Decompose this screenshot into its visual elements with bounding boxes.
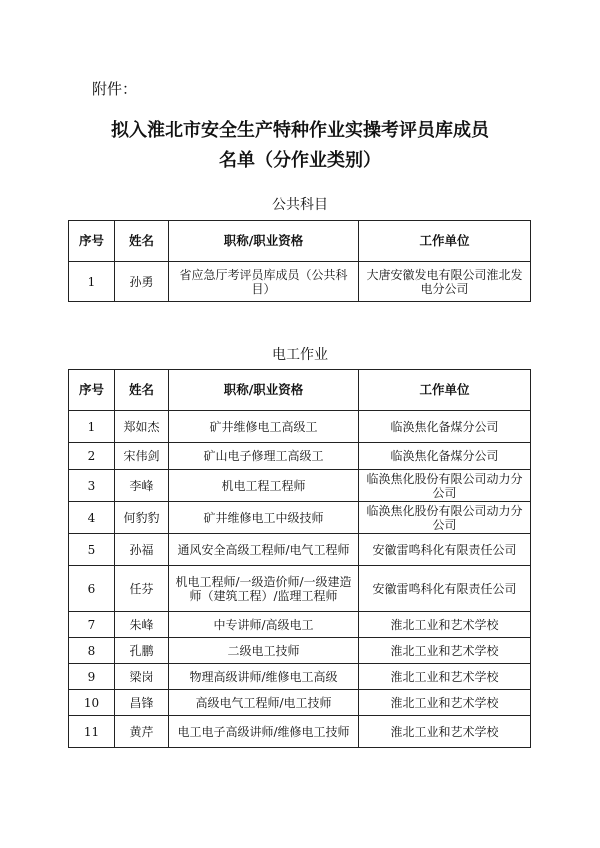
cell-employer: 淮北工业和艺术学校 — [359, 612, 531, 638]
cell-index: 5 — [69, 534, 115, 566]
document-title-line2: 名单（分作业类别） — [219, 150, 381, 171]
table-row — [69, 664, 531, 690]
header-qualification: 职称/职业资格 — [169, 221, 359, 262]
cell-employer: 临涣焦化股份有限公司动力分公司 — [359, 502, 531, 534]
cell-index: 8 — [69, 638, 115, 664]
cell-index: 11 — [69, 716, 115, 748]
cell-qualification: 机电工程工程师 — [169, 470, 359, 502]
cell-employer: 淮北工业和艺术学校 — [359, 638, 531, 664]
header-employer: 工作单位 — [359, 221, 531, 262]
public-subject-table — [68, 220, 531, 302]
table-row — [69, 566, 531, 612]
table-row — [69, 612, 531, 638]
cell-name: 郑如杰 — [115, 411, 169, 443]
cell-employer: 淮北工业和艺术学校 — [359, 716, 531, 748]
cell-qualification: 矿井维修电工中级技师 — [169, 502, 359, 534]
header-employer: 工作单位 — [359, 370, 531, 411]
cell-qualification: 物理高级讲师/维修电工高级 — [169, 664, 359, 690]
public-table-body — [69, 262, 531, 302]
cell-name: 朱峰 — [115, 612, 169, 638]
cell-qualification: 通风安全高级工程师/电气工程师 — [169, 534, 359, 566]
header-name: 姓名 — [115, 370, 169, 411]
header-qualification: 职称/职业资格 — [169, 370, 359, 411]
cell-name: 昌锋 — [115, 690, 169, 716]
cell-employer: 淮北工业和艺术学校 — [359, 664, 531, 690]
table-row — [69, 411, 531, 443]
cell-name: 梁岗 — [115, 664, 169, 690]
header-index: 序号 — [69, 370, 115, 411]
cell-qualification: 二级电工技师 — [169, 638, 359, 664]
cell-name: 任芬 — [115, 566, 169, 612]
table-row — [69, 638, 531, 664]
cell-name: 黄芹 — [115, 716, 169, 748]
attachment-label: 附件： — [92, 80, 138, 98]
cell-name: 孙福 — [115, 534, 169, 566]
cell-qualification: 电工电子高级讲师/维修电工技师 — [169, 716, 359, 748]
cell-index: 6 — [69, 566, 115, 612]
cell-employer: 临涣焦化备煤分公司 — [359, 411, 531, 443]
table-row — [69, 690, 531, 716]
cell-name: 孔鹏 — [115, 638, 169, 664]
table-row — [69, 443, 531, 470]
cell-qualification: 矿井维修电工高级工 — [169, 411, 359, 443]
cell-index: 9 — [69, 664, 115, 690]
section-title-electrical: 电工作业 — [272, 347, 328, 363]
cell-employer: 临涣焦化备煤分公司 — [359, 443, 531, 470]
cell-index: 4 — [69, 502, 115, 534]
cell-index: 2 — [69, 443, 115, 470]
cell-name: 孙勇 — [115, 262, 169, 302]
table-row — [69, 716, 531, 748]
cell-qualification: 中专讲师/高级电工 — [169, 612, 359, 638]
cell-index: 10 — [69, 690, 115, 716]
header-name: 姓名 — [115, 221, 169, 262]
cell-index: 1 — [69, 411, 115, 443]
cell-employer: 安徽雷鸣科化有限责任公司 — [359, 534, 531, 566]
cell-qualification: 省应急厅考评员库成员（公共科目） — [169, 262, 359, 302]
cell-employer: 临涣焦化股份有限公司动力分公司 — [359, 470, 531, 502]
table-row — [69, 502, 531, 534]
section-title-public: 公共科目 — [272, 197, 328, 213]
electrical-table-body — [69, 411, 531, 748]
cell-name: 宋伟剑 — [115, 443, 169, 470]
cell-index: 7 — [69, 612, 115, 638]
cell-name: 李峰 — [115, 470, 169, 502]
cell-employer: 大唐安徽发电有限公司淮北发电分公司 — [359, 262, 531, 302]
cell-index: 1 — [69, 262, 115, 302]
header-index: 序号 — [69, 221, 115, 262]
table-row — [69, 534, 531, 566]
cell-qualification: 矿山电子修理工高级工 — [169, 443, 359, 470]
document-title-line1: 拟入淮北市安全生产特种作业实操考评员库成员 — [111, 120, 489, 141]
table-row — [69, 470, 531, 502]
cell-employer: 淮北工业和艺术学校 — [359, 690, 531, 716]
table-row — [69, 262, 531, 302]
cell-qualification: 机电工程师/一级造价师/一级建造师（建筑工程）/监理工程师 — [169, 566, 359, 612]
cell-employer: 安徽雷鸣科化有限责任公司 — [359, 566, 531, 612]
cell-index: 3 — [69, 470, 115, 502]
cell-qualification: 高级电气工程师/电工技师 — [169, 690, 359, 716]
cell-name: 何豹豹 — [115, 502, 169, 534]
electrical-work-table — [68, 369, 531, 748]
